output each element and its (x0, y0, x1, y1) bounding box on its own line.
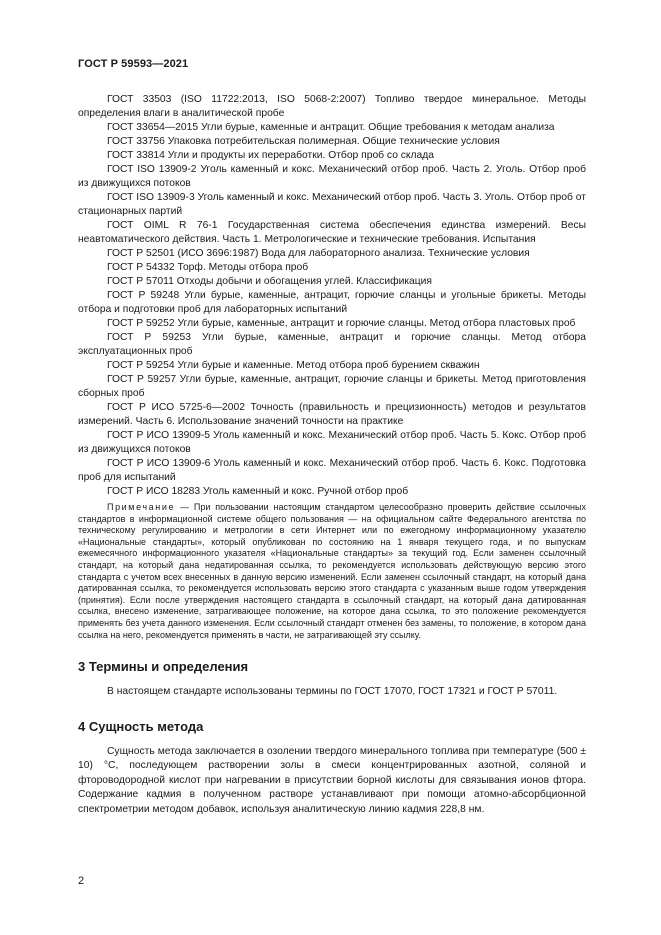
reference-item: ГОСТ ISO 13909-3 Уголь каменный и кокс. Механический отбор проб. Часть 3. Уголь. Отбор проб от стационарных партий (78, 192, 586, 217)
references-note (78, 502, 586, 641)
section-4-text: Сущность метода заключается в озолении твердого минерального топлива при температуре (500 ± 10) °С, последующем растворении золы в смеси концентрированных азотной, соляной и фтороводородной кислот при нагревании в присутствии борной кислоты для связывания ионов фтора. Содержание кадмия в полученном растворе устанавливают при помощи атомно-абсорбционной спектрометрии методом добавок, используя аналитическую линию кадмия 228,8 нм. (78, 745, 586, 815)
reference-item: ГОСТ Р 59253 Угли бурые, каменные, антрацит и горючие сланцы. Метод отбора эксплуатационных проб (78, 332, 586, 357)
section-4-title: 4 Сущность метода (78, 718, 204, 734)
reference-item: ГОСТ 33756 Упаковка потребительская полимерная. Общие технические условия (107, 136, 500, 147)
reference-item: ГОСТ Р 59257 Угли бурые, каменные, антрацит, горючие сланцы и брикеты. Метод приготовления сборных проб (78, 374, 586, 399)
note-text: — При пользовании настоящим стандартом целесообразно проверить действие ссылочных стандартов в информационной системе общего пользования — на официальном сайте Федерального агентства по техническому регулированию и метрологии в сети Интернет или по ежегодному информационному указателю «Национальные стандарты», который опубликован по состоянию на 1 января текущего года, и по выпускам ежемесячного информационного указателя «Национальные стандарты» за текущий год. Если заменен ссылочный стандарт, на который дана недатированная ссылка, то рекомендуется использовать действующую версию этого стандарта с учетом всех внесенных в данную версию изменений. Если заменен ссылочный стандарт, на который дана датированная ссылка, то рекомендуется использовать версию этого стандарта с указанным выше годом утверждения (принятия). Если после утверждения настоящего стандарта в ссылочный стандарт, на который дана датированная ссылка, внесено изменение, затрагивающее положение, на которое дана ссылка, то это положение рекомендуется применять без учета данного изменения. Если ссылочный стандарт отменен без замены, то положение, в котором дана ссылка на него, рекомендуется применять в части, не затрагивающей эту ссылку. (78, 502, 586, 640)
reference-item: ГОСТ OIML R 76-1 Государственная система обеспечения единства измерений. Весы неавтоматического действия. Часть 1. Метрологические и технические требования. Испытания (78, 220, 586, 245)
reference-item: ГОСТ 33503 (ISO 11722:2013, ISO 5068-2:2007) Топливо твердое минеральное. Методы определения влаги в аналитической пробе (78, 94, 586, 119)
reference-item: ГОСТ Р 57011 Отходы добычи и обогащения углей. Классификация (107, 276, 432, 287)
reference-item: ГОСТ Р ИСО 5725-6—2002 Точность (правильность и прецизионность) методов и результатов измерений. Часть 6. Использование значений точности на практике (78, 402, 586, 427)
reference-item: ГОСТ Р ИСО 13909-6 Уголь каменный и кокс. Механический отбор проб. Часть 6. Кокс. Подготовка проб для испытаний (78, 458, 586, 483)
reference-item: ГОСТ Р 54332 Торф. Методы отбора проб (107, 262, 309, 273)
note-label: Примечание (107, 502, 176, 512)
reference-item: ГОСТ ISO 13909-2 Уголь каменный и кокс. Механический отбор проб. Часть 2. Уголь. Отбор проб из движущихся потоков (78, 164, 586, 189)
page-number: 2 (78, 875, 85, 887)
reference-item: ГОСТ 33814 Угли и продукты их переработки. Отбор проб со склада (107, 150, 435, 161)
reference-item: ГОСТ Р 59248 Угли бурые, каменные, антрацит, горючие сланцы и угольные брикеты. Методы отбора и подготовки проб для лабораторных испытаний (78, 290, 586, 315)
normative-references-list (78, 93, 586, 499)
reference-item: ГОСТ Р 59252 Угли бурые, каменные, антрацит и горючие сланцы. Метод отбора пластовых проб (107, 318, 576, 329)
reference-item: ГОСТ Р ИСО 18283 Уголь каменный и кокс. Ручной отбор проб (107, 486, 409, 497)
reference-item: ГОСТ Р 52501 (ИСО 3696:1987) Вода для лабораторного анализа. Технические условия (107, 248, 530, 259)
document-header: ГОСТ Р 59593—2021 (78, 58, 189, 70)
reference-item: ГОСТ 33654—2015 Угли бурые, каменные и антрацит. Общие требования к методам анализа (107, 122, 555, 133)
section-3-text: В настоящем стандарте использованы термины по ГОСТ 17070, ГОСТ 17321 и ГОСТ Р 57011. (107, 686, 558, 698)
reference-item: ГОСТ Р 59254 Угли бурые и каменные. Метод отбора проб бурением скважин (107, 360, 480, 371)
section-3-title: 3 Термины и определения (78, 659, 249, 675)
page-content (78, 93, 586, 817)
reference-item: ГОСТ Р ИСО 13909-5 Уголь каменный и кокс. Механический отбор проб. Часть 5. Кокс. Отбор проб из движущихся потоков (78, 430, 586, 455)
